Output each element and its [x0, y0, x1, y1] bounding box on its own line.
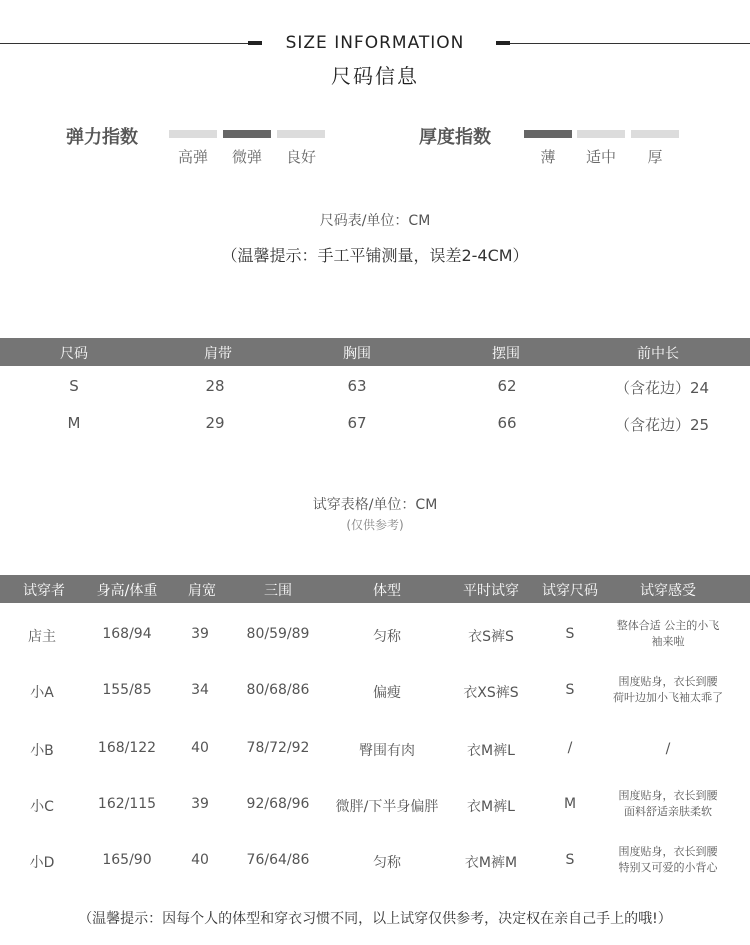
try-cell: 162/115	[97, 796, 157, 812]
try-header-cell: 平时试穿	[463, 583, 519, 599]
try-feeling	[606, 741, 730, 757]
try-cell: 92/68/96	[246, 796, 310, 812]
try-cell: 店主	[28, 629, 56, 645]
try-cell: /	[567, 740, 573, 756]
try-feeling	[606, 788, 730, 820]
elasticity-label: 弹力指数	[66, 127, 138, 148]
elasticity-option: 良好	[285, 148, 316, 166]
try-cell: 80/68/86	[246, 682, 310, 698]
try-cell: 衣M裤M	[464, 855, 518, 871]
size-cell: 29	[205, 414, 225, 432]
thickness-bar-1	[577, 130, 625, 138]
try-feeling-line: /	[665, 741, 671, 757]
footer-tip: （温馨提示：因每个人的体型和穿衣习惯不同，以上试穿仅供参考，决定权在亲自己手上的哦!）	[78, 911, 672, 927]
try-cell: 微胖/下半身偏胖	[335, 799, 439, 815]
thickness-option: 薄	[540, 148, 556, 166]
try-cell: 165/90	[102, 852, 152, 868]
try-cell: 80/59/89	[246, 626, 310, 642]
try-cell: S	[565, 626, 575, 642]
try-header-cell: 三围	[264, 583, 292, 599]
title-en: SIZE INFORMATION	[285, 33, 465, 53]
try-feeling-line: 围度贴身，衣长到腰	[618, 675, 718, 688]
thickness-option: 适中	[585, 148, 616, 166]
try-feeling-line: 围度贴身，衣长到腰	[618, 845, 718, 858]
size-table-header	[0, 338, 750, 366]
try-cell: S	[565, 852, 575, 868]
try-header-cell: 试穿尺码	[542, 583, 598, 599]
size-cell: 28	[205, 377, 225, 395]
size-cell: 62	[497, 377, 517, 395]
thickness-label: 厚度指数	[419, 127, 491, 148]
size-cell: （含花边）25	[614, 416, 710, 434]
try-cell: 39	[191, 626, 209, 642]
elasticity-bar-1	[223, 130, 271, 138]
elasticity-bar-0	[169, 130, 217, 138]
size-cell: 63	[347, 377, 367, 395]
header-line-right	[510, 43, 750, 44]
size-cell: 66	[497, 414, 517, 432]
try-feeling-line: 整体合适 公主的小飞	[616, 619, 720, 632]
try-cell: 78/72/92	[246, 740, 310, 756]
try-table-header	[0, 575, 750, 603]
size-cell: （含花边）24	[614, 379, 710, 397]
thickness-option: 厚	[647, 148, 663, 166]
try-cell: 小D	[29, 855, 55, 871]
size-cell: M	[67, 414, 81, 432]
try-cell: 小B	[30, 743, 54, 759]
try-cell: 衣XS裤S	[463, 685, 519, 701]
try-header-cell: 身高/体重	[96, 583, 158, 599]
try-unit-note: 试穿表格/单位：CM	[312, 497, 438, 513]
try-feeling-line: 围度贴身，衣长到腰	[618, 789, 718, 802]
try-cell: 匀称	[373, 629, 401, 645]
try-cell: 155/85	[102, 682, 152, 698]
size-header-cell: 肩带	[204, 346, 232, 362]
try-feeling-line: 荷叶边加小飞袖太乖了	[613, 691, 723, 704]
header-dash-right	[496, 41, 510, 45]
try-cell: 76/64/86	[246, 852, 310, 868]
title-cn: 尺码信息	[331, 64, 419, 88]
elasticity-option: 微弹	[231, 148, 262, 166]
thickness-bar-2	[631, 130, 679, 138]
try-header-cell: 试穿者	[23, 583, 65, 599]
try-cell: 40	[191, 740, 209, 756]
thickness-bar-0	[524, 130, 572, 138]
try-cell: 39	[191, 796, 209, 812]
try-feeling	[606, 844, 730, 876]
size-cell: S	[69, 377, 79, 395]
try-cell: 34	[191, 682, 209, 698]
size-header-cell: 摆围	[492, 346, 520, 362]
try-feeling	[606, 618, 730, 650]
try-cell: 臀围有肉	[359, 743, 415, 759]
size-unit-note: 尺码表/单位：CM	[319, 213, 431, 229]
try-feeling	[606, 674, 730, 706]
try-cell: 40	[191, 852, 209, 868]
try-header-cell: 试穿感受	[640, 583, 696, 599]
try-header-cell: 肩宽	[188, 583, 216, 599]
try-cell: 小A	[30, 685, 54, 701]
elasticity-bar-2	[277, 130, 325, 138]
size-cell: 67	[347, 414, 367, 432]
try-cell: 小C	[30, 799, 54, 815]
size-header-cell: 前中长	[637, 346, 679, 362]
try-cell: 衣M裤L	[467, 743, 515, 759]
try-cell: M	[563, 796, 577, 812]
try-header-cell: 体型	[373, 583, 401, 599]
try-feeling-line: 袖来啦	[651, 635, 685, 648]
try-feeling-line: 特别又可爱的小背心	[618, 861, 718, 874]
try-cell: S	[565, 682, 575, 698]
try-cell: 匀称	[373, 855, 401, 871]
try-cell: 168/122	[97, 740, 157, 756]
try-feeling-line: 面料舒适亲肤柔软	[624, 805, 712, 818]
try-sub-note: (仅供参考)	[346, 518, 404, 532]
try-cell: 衣M裤L	[467, 799, 515, 815]
try-cell: 衣S裤S	[468, 629, 514, 645]
size-header-cell: 尺码	[60, 346, 88, 362]
try-cell: 偏瘦	[373, 685, 401, 701]
size-header-cell: 胸围	[343, 346, 371, 362]
measure-tip: （温馨提示：手工平铺测量，误差2-4CM）	[221, 246, 529, 265]
elasticity-option: 高弹	[177, 148, 208, 166]
try-cell: 168/94	[102, 626, 152, 642]
